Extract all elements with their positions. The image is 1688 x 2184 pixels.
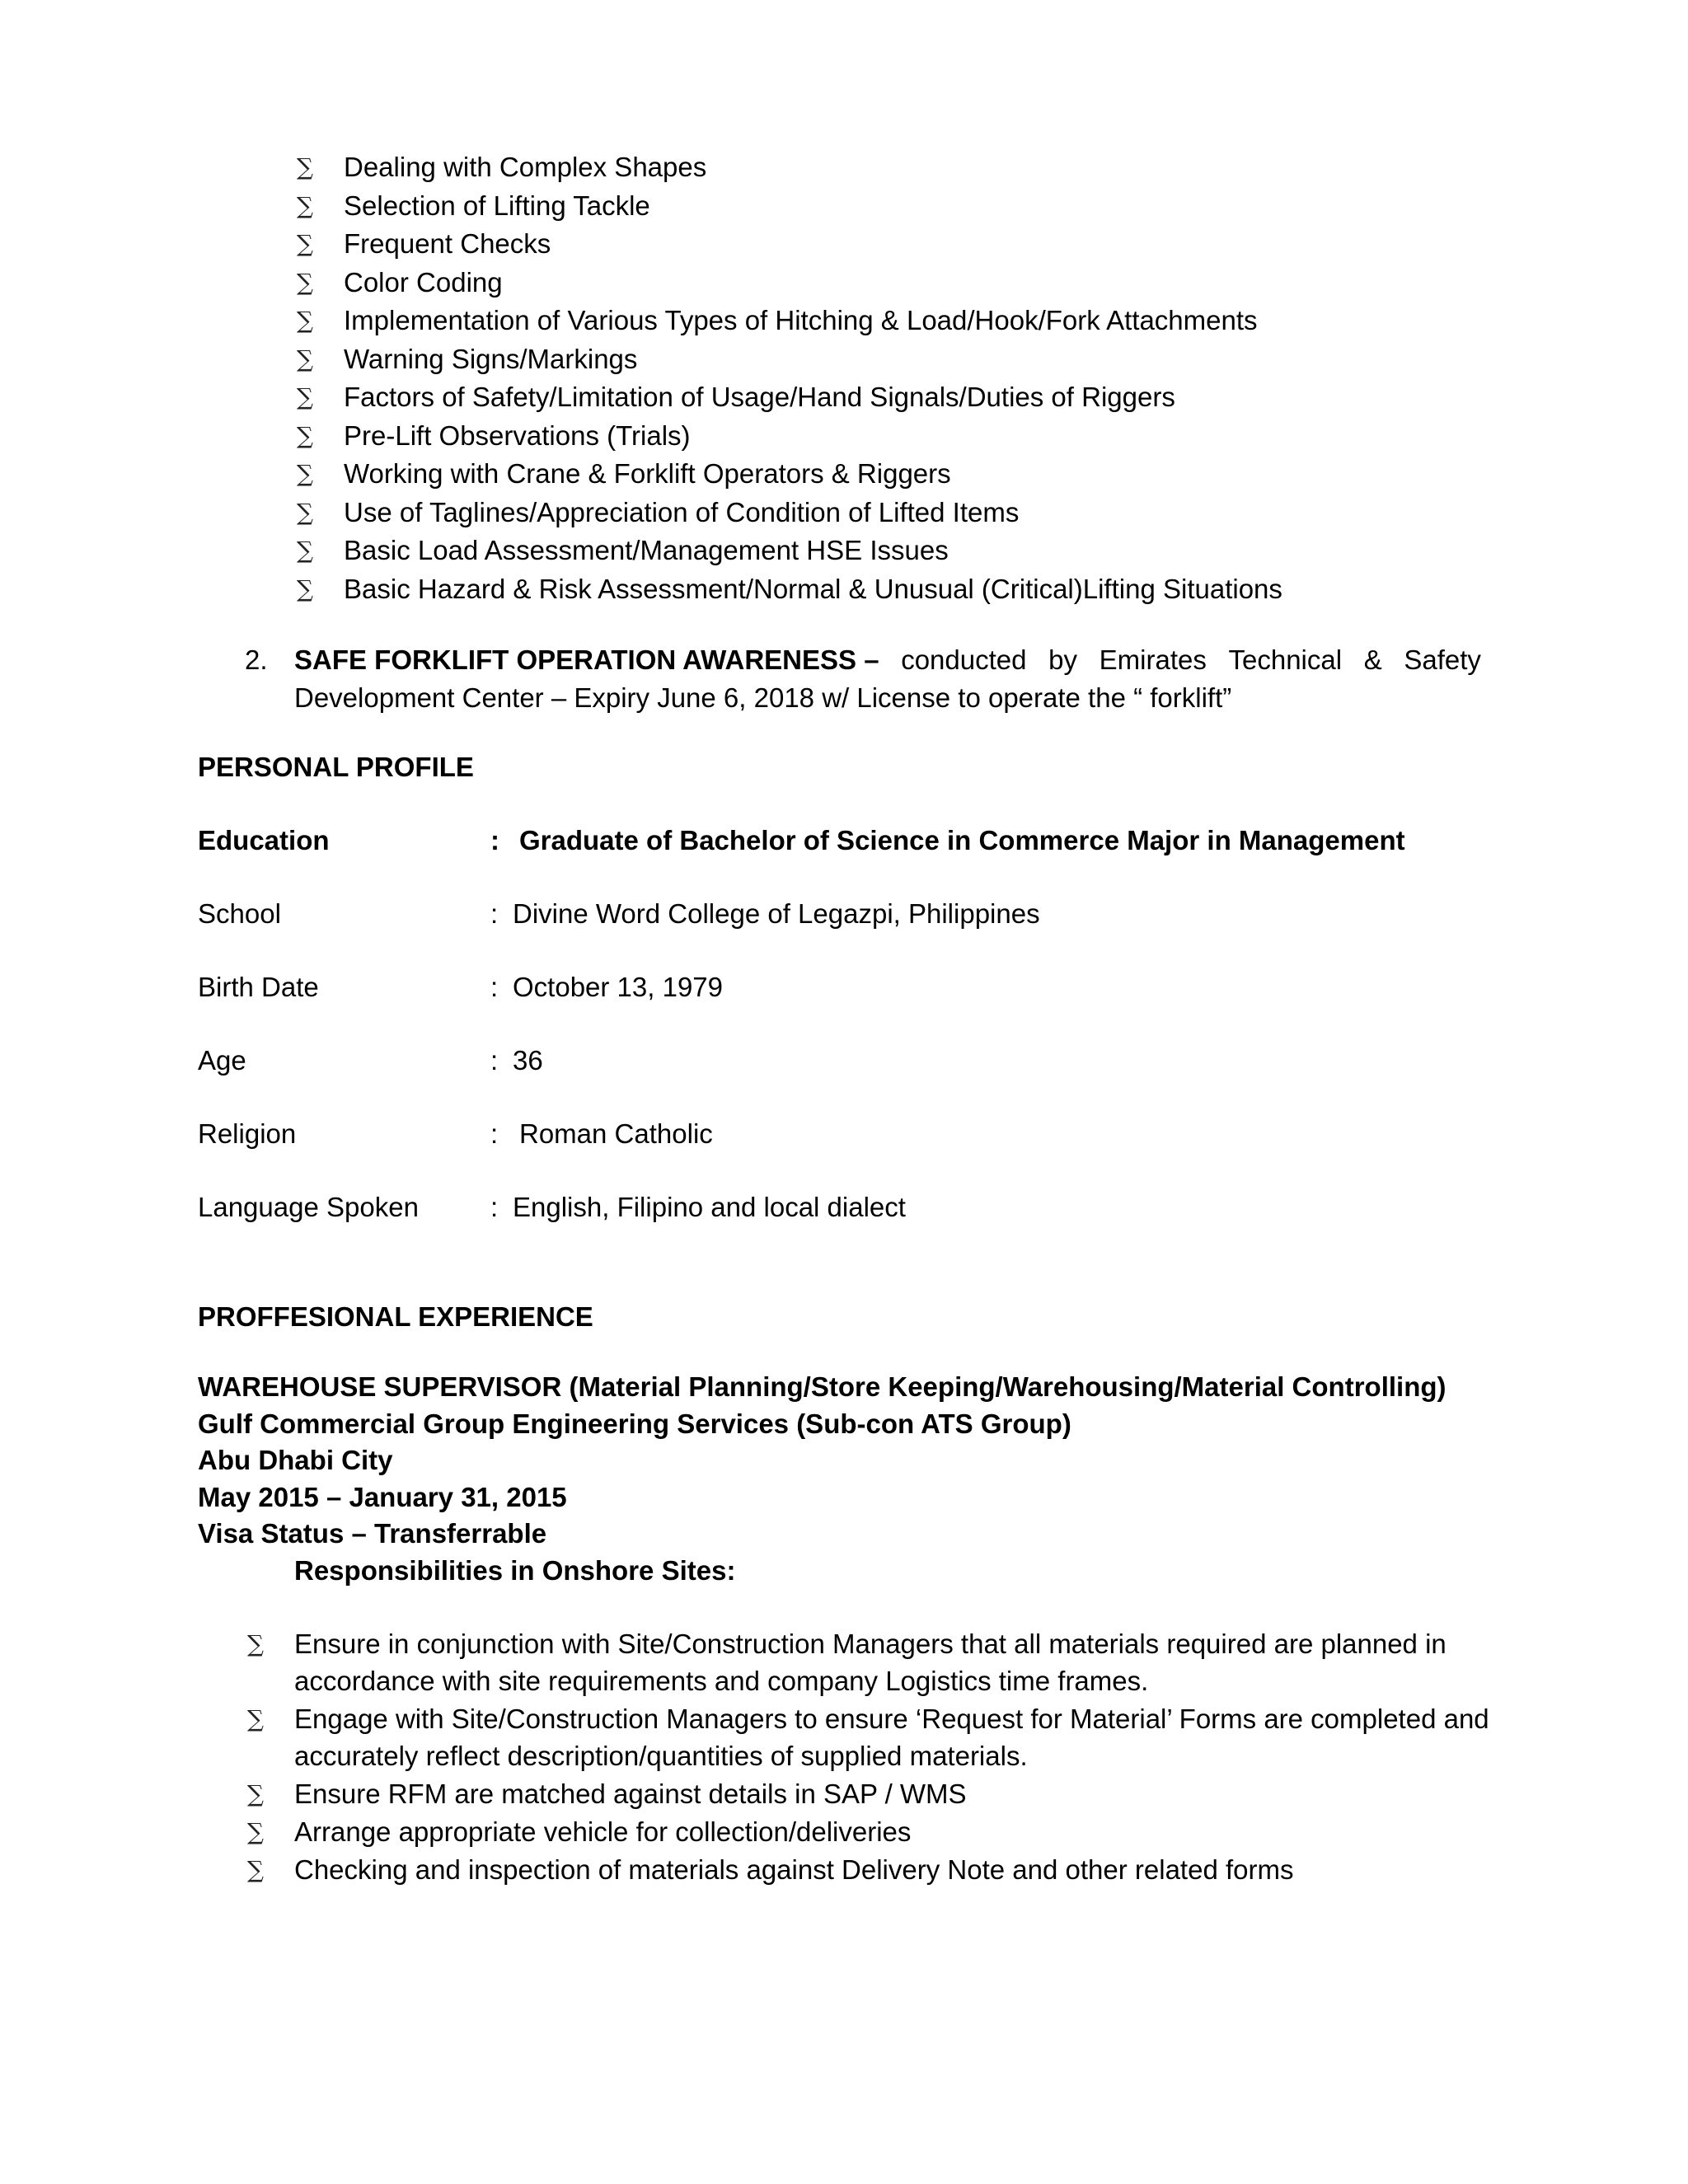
item-number: 2.	[245, 644, 268, 675]
sigma-bullet-icon: ∑	[247, 1780, 264, 1807]
list-item: ∑ Use of Taglines/Appreciation of Condition of Lifted Items	[293, 494, 1282, 532]
sigma-bullet-icon: ∑	[297, 383, 313, 410]
list-item: ∑ Frequent Checks	[293, 225, 1282, 264]
list-item: ∑ Engage with Site/Construction Managers to ensure ‘Request for Material’ Forms are completed and accurately reflect description/quantities of supplied materials.	[243, 1700, 1496, 1774]
list-item: ∑ Basic Hazard & Risk Assessment/Normal & Unusual (Critical)Lifting Situations	[293, 570, 1282, 609]
list-item: ∑ Color Coding	[293, 264, 1282, 302]
job-header	[198, 1368, 1447, 1552]
sigma-bullet-icon: ∑	[297, 153, 313, 180]
list-item: ∑ Implementation of Various Types of Hitching & Load/Hook/Fork Attachments	[293, 302, 1282, 340]
job-period: May 2015 – January 31, 2015	[198, 1481, 567, 1512]
list-item: ∑ Working with Crane & Forklift Operators & Riggers	[293, 455, 1282, 494]
sigma-bullet-icon: ∑	[247, 1856, 264, 1883]
list-item: ∑ Arrange appropriate vehicle for collection/deliveries	[243, 1813, 1496, 1850]
list-item: ∑ Basic Load Assessment/Management HSE Issues	[293, 532, 1282, 570]
responsibilities-list	[243, 1625, 1496, 1889]
profile-row-age: Age : 36	[198, 1045, 543, 1076]
list-item: ∑ Ensure in conjunction with Site/Construction Managers that all materials required are planned in accordance with site requirements and company Logistics time frames.	[243, 1625, 1496, 1699]
sigma-bullet-icon: ∑	[297, 307, 313, 334]
list-item: ∑ Factors of Safety/Limitation of Usage/Hand Signals/Duties of Riggers	[293, 378, 1282, 417]
profile-row-religion: Religion : Roman Catholic	[198, 1118, 713, 1149]
sigma-bullet-icon: ∑	[297, 421, 313, 449]
sigma-bullet-icon: ∑	[297, 344, 313, 373]
list-item: ∑ Pre-Lift Observations (Trials)	[293, 417, 1282, 456]
profile-row-education: Education : Graduate of Bachelor of Science in Commerce Major in Management	[198, 825, 1405, 855]
sigma-bullet-icon: ∑	[297, 498, 313, 526]
profile-row-school: School : Divine Word College of Legazpi, Philippines	[198, 898, 1040, 929]
sigma-bullet-icon: ∑	[297, 460, 313, 487]
list-item: ∑ Ensure RFM are matched against details in SAP / WMS	[243, 1775, 1496, 1812]
sigma-bullet-icon: ∑	[247, 1818, 264, 1845]
sigma-bullet-icon: ∑	[247, 1705, 264, 1732]
list-item: ∑ Selection of Lifting Tackle	[293, 187, 1282, 226]
job-title: WAREHOUSE SUPERVISOR (Material Planning/Store Keeping/Warehousing/Material Controlling)	[198, 1371, 1447, 1402]
sigma-bullet-icon: ∑	[297, 191, 313, 219]
training-title: SAFE FORKLIFT OPERATION AWARENESS –	[294, 644, 879, 675]
training-topics-list	[293, 148, 1282, 608]
list-item: ∑ Dealing with Complex Shapes	[293, 148, 1282, 187]
sigma-bullet-icon: ∑	[297, 574, 313, 602]
profile-row-birth-date: Birth Date : October 13, 1979	[198, 972, 724, 1002]
company-name: Gulf Commercial Group Engineering Services (Sub-con ATS Group)	[198, 1408, 1071, 1439]
sigma-bullet-icon: ∑	[247, 1630, 264, 1657]
responsibilities-heading: Responsibilities in Onshore Sites:	[294, 1555, 736, 1586]
personal-profile-heading: PERSONAL PROFILE	[198, 752, 474, 782]
visa-status: Visa Status – Transferrable	[198, 1518, 547, 1549]
training-item-line-2: Development Center – Expiry June 6, 2018 w/ License to operate the “ forklift”	[294, 682, 1232, 713]
sigma-bullet-icon: ∑	[297, 230, 313, 257]
job-location: Abu Dhabi City	[198, 1445, 393, 1475]
sigma-bullet-icon: ∑	[297, 268, 313, 296]
list-item: ∑ Checking and inspection of materials against Delivery Note and other related forms	[243, 1851, 1496, 1888]
list-item: ∑ Warning Signs/Markings	[293, 340, 1282, 379]
training-item-line-1: SAFE FORKLIFT OPERATION AWARENESS – conducted by Emirates Technical & Safety	[294, 641, 1481, 679]
experience-heading: PROFFESIONAL EXPERIENCE	[198, 1301, 593, 1332]
training-item-forklift	[245, 641, 1481, 717]
sigma-bullet-icon: ∑	[297, 537, 313, 564]
profile-row-language: Language Spoken : English, Filipino and local dialect	[198, 1192, 906, 1222]
